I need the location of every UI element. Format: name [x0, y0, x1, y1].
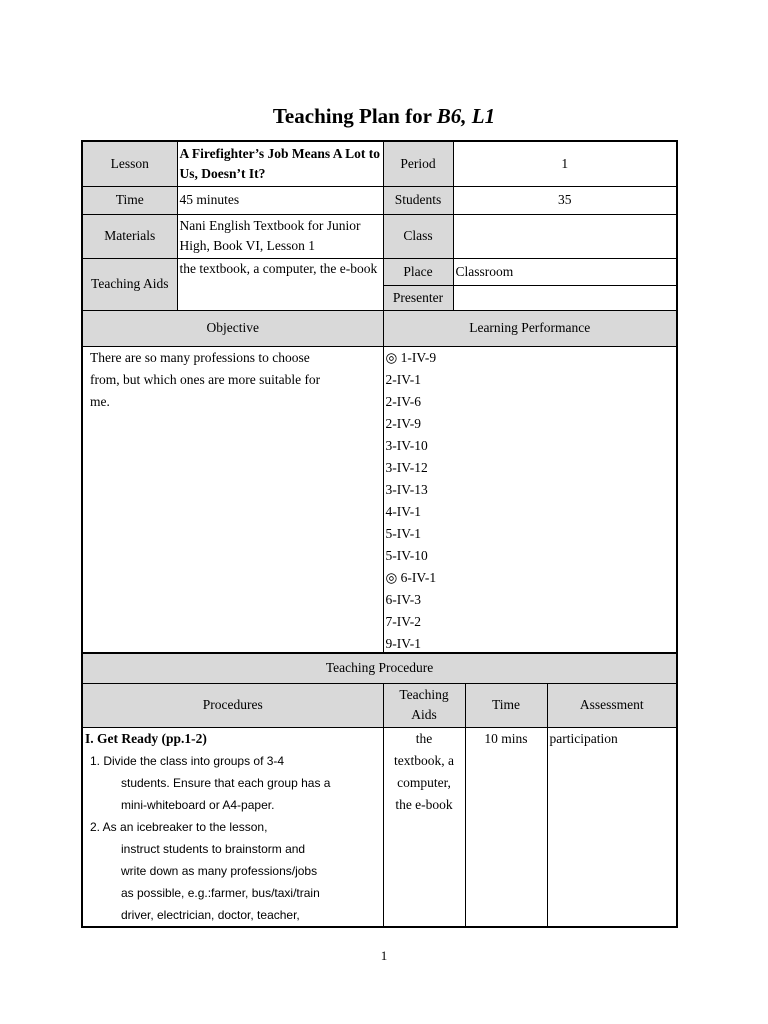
step-time-cell: [465, 727, 547, 927]
class-value: [453, 214, 677, 258]
aids-line: the e-book: [395, 796, 453, 812]
performance-item: ◎ 1-IV-9: [385, 349, 437, 365]
procedures-column-header: Procedures: [82, 683, 383, 727]
performance-item: 3-IV-10: [385, 437, 428, 453]
lesson-label: Lesson: [82, 141, 177, 186]
period-value: 1: [453, 141, 677, 186]
performance-item: 9-IV-1: [385, 635, 421, 651]
step-teaching-aids-cell: [383, 727, 465, 927]
performance-item: 5-IV-1: [385, 525, 421, 541]
class-label: Class: [383, 214, 453, 258]
performance-item: ◎ 6-IV-1: [385, 569, 437, 585]
students-label: Students: [383, 186, 453, 214]
performance-item: 6-IV-3: [385, 591, 421, 607]
page-number: 1: [380, 948, 388, 963]
time-label: Time: [82, 186, 177, 214]
step-time-value: 10 mins: [484, 730, 528, 746]
title-prefix: Teaching Plan for: [272, 104, 437, 128]
materials-label: Materials: [82, 214, 177, 258]
step-title: I. Get Ready (pp.1-2): [85, 730, 207, 746]
objective-line: There are so many professions to choose: [90, 349, 310, 365]
objective-cell: [82, 346, 383, 656]
step-line: 1. Divide the class into groups of 3-4: [90, 753, 285, 768]
teaching-aids-label: Teaching Aids: [82, 258, 177, 310]
aids-line: textbook, a: [394, 752, 454, 768]
performance-item: 3-IV-12: [385, 459, 428, 475]
step-assessment-value: participation: [549, 730, 618, 746]
lesson-value: A Firefighter’s Job Means A Lot to Us, Doesn’t It?: [177, 141, 383, 186]
performance-item: 2-IV-1: [385, 371, 421, 387]
objective-line: me.: [90, 393, 110, 409]
period-label: Period: [383, 141, 453, 186]
presenter-label: Presenter: [383, 285, 453, 310]
presenter-value: [453, 285, 677, 310]
teaching-aids-column-header: Teaching Aids: [383, 683, 465, 727]
step-line: write down as many professions/jobs: [121, 863, 318, 878]
aids-line: computer,: [397, 774, 451, 790]
performance-item: 4-IV-1: [385, 503, 421, 519]
teaching-procedure-header: Teaching Procedure: [82, 653, 677, 683]
procedure-step-cell: [82, 727, 383, 927]
teaching-aids-value: the textbook, a computer, the e-book: [177, 258, 383, 310]
time-value: 45 minutes: [177, 186, 383, 214]
materials-value: Nani English Textbook for Junior High, Book VI, Lesson 1: [177, 214, 383, 258]
performance-item: 5-IV-10: [385, 547, 428, 563]
aids-line: the: [415, 730, 433, 746]
step-line: students. Ensure that each group has a: [121, 775, 331, 790]
performance-item: 7-IV-2: [385, 613, 421, 629]
step-line: 2. As an icebreaker to the lesson,: [90, 819, 268, 834]
students-value: 35: [453, 186, 677, 214]
performance-item: 3-IV-13: [385, 481, 428, 497]
objective-header: Objective: [82, 310, 383, 346]
learning-performance-cell: [383, 346, 677, 656]
title-italic: B6, L1: [436, 104, 496, 128]
place-value: Classroom: [453, 258, 677, 285]
place-label: Place: [383, 258, 453, 285]
step-assessment-cell: [547, 727, 677, 927]
assessment-column-header: Assessment: [547, 683, 677, 727]
step-line: as possible, e.g.:farmer, bus/taxi/train: [121, 885, 320, 900]
step-line: driver, electrician, doctor, teacher,: [121, 907, 300, 922]
step-line: instruct students to brainstorm and: [121, 841, 306, 856]
performance-item: 2-IV-6: [385, 393, 421, 409]
learning-performance-header: Learning Performance: [383, 310, 677, 346]
teaching-procedure-table: [81, 652, 678, 928]
time-column-header: Time: [465, 683, 547, 727]
page-title: [0, 104, 768, 129]
performance-item: 2-IV-9: [385, 415, 421, 431]
lesson-info-table: [81, 140, 678, 657]
step-line: mini-whiteboard or A4-paper.: [121, 797, 275, 812]
objective-line: from, but which ones are more suitable for: [90, 371, 321, 387]
